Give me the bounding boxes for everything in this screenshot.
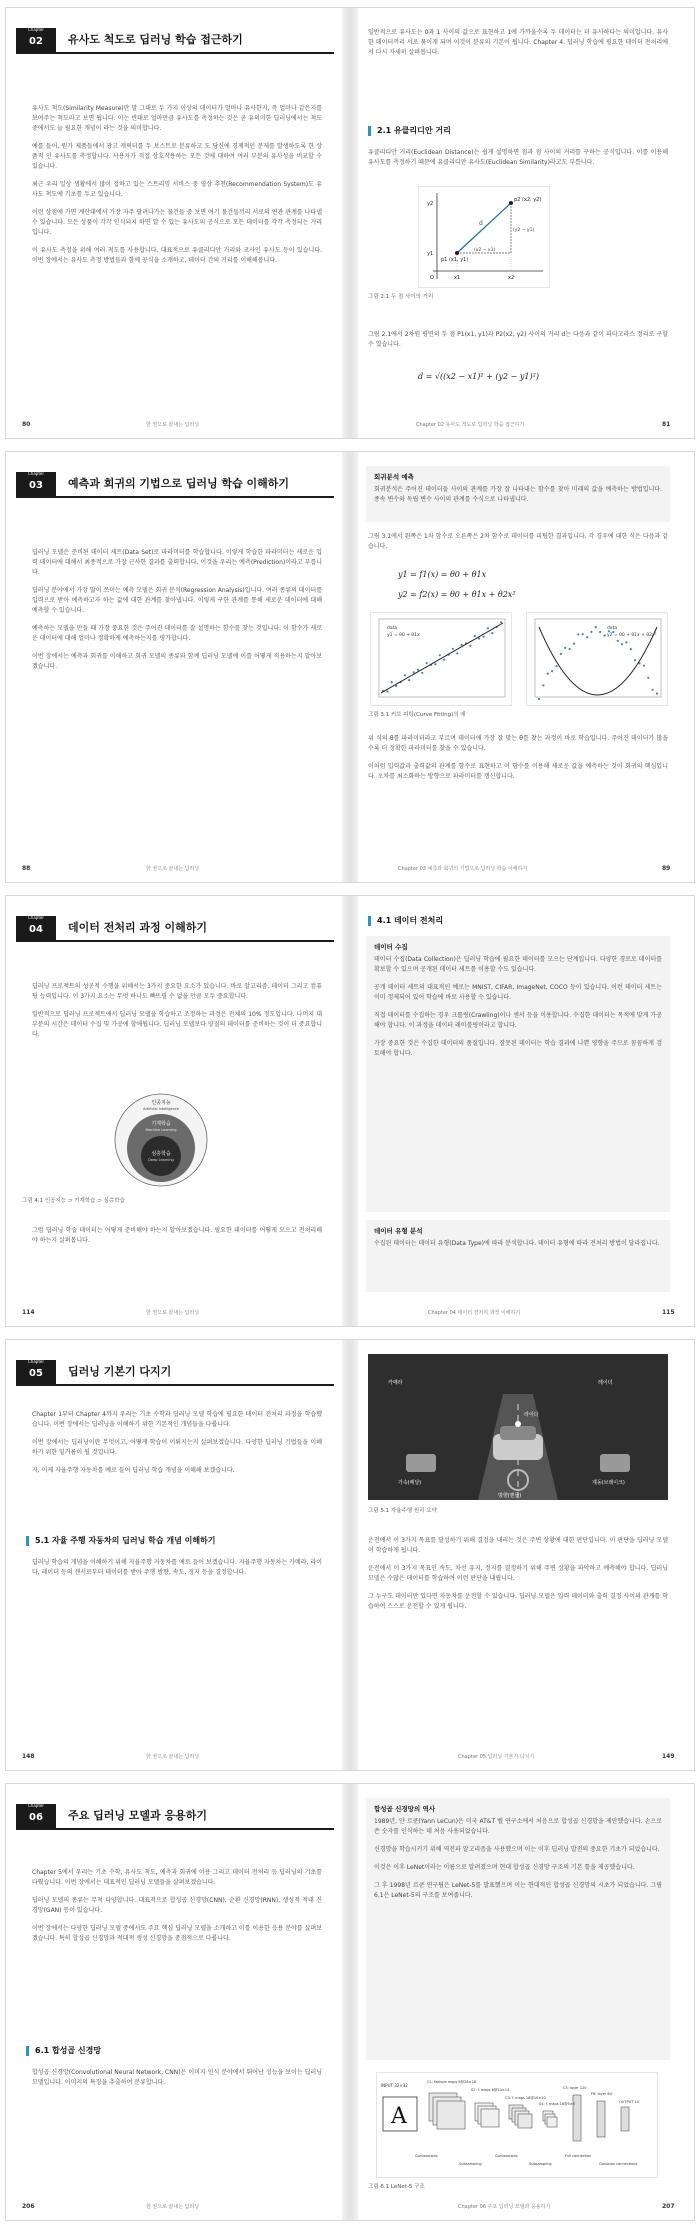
autonomous-car-figure: [368, 1354, 668, 1500]
chapter-title: 딥러닝 기본기 다지기: [68, 1365, 172, 1378]
distance-line: [457, 203, 511, 253]
paragraph: 딥러닝 모델의 종류는 무척 다양합니다. 대표적으로 합성곱 신경망(CNN), 순환 신경망(RNN), 생성적 적대 신경망(GAN) 등이 있습니다.: [32, 1897, 322, 1914]
page-spread-3: [6, 896, 694, 1326]
box-subheading: 데이터 유형 분석: [374, 1227, 423, 1235]
running-footer: Chapter 03 예측과 회귀의 기법으로 딥러닝 학습 이해하기: [398, 866, 528, 872]
paragraph: 운전에서 이 3가지 목표를 달성하기 위해 결정을 내리는 것은 주변 상황에 대한 판단입니다. 이 판단을 딥러닝 모델이 학습하게 됩니다.: [368, 1537, 668, 1554]
box-text: [374, 955, 662, 1059]
c3-layer: [509, 2105, 532, 2128]
body-text: [368, 330, 668, 358]
data-point: [461, 644, 463, 646]
s2-label: S2: f. maps 6@14×14: [471, 2088, 510, 2092]
book-gutter: [342, 896, 358, 1326]
right-page: [358, 1340, 694, 1770]
page-spread-2: [6, 452, 694, 882]
paragraph: 자, 이제 자율주행 자동차를 예로 들어 딥러닝 학습 개념을 이해해 보겠습니다.: [32, 1467, 235, 1474]
paragraph: 1989년, 얀 르쿤(Yann LeCun)은 미국 AT&T 벨 연구소에서 처음으로 합성곱 신경망을 제안했습니다. 손으로 쓴 숫자를 인식하는 데 처음 사용되었습니다.: [374, 1818, 662, 1835]
running-footer: 한 권으로 끝내는 딥러닝: [146, 2204, 200, 2210]
section-heading: 5.1 자율 주행 자동차의 딥러닝 학습 개념 이해하기: [26, 1536, 216, 1546]
data-point: [586, 636, 588, 638]
paragraph: 예를 들어, 뭔가 제품들에서 광고 캐릭터를 두 보스트로 분류하고 도 당신에 경제적인 문제를 발생하도록 한 상품적 인 유사도를 측정합니다. 사용자가 직접 상호작용하는 모든 것에 대하여 여러 부분의 유사성을 비교할 수 있습니다.: [32, 143, 322, 170]
paragraph: 그림 2.1에서 2차원 평면의 두 점 P1(x1, y1)과 P2(x2, y2) 사이의 거리 d는 다음과 같이 피타고라스 정리로 구할 수 있습니다.: [368, 331, 668, 348]
chapter-badge: Chapter 02: [16, 28, 56, 52]
chapter-header: [16, 28, 334, 54]
s4-label: S4: f. maps 16@5×5: [539, 2102, 575, 2106]
left-page: [6, 1784, 342, 2220]
paragraph: 일반적으로 딥러닝 프로젝트에서 딥러닝 모델을 학습하고 조정하는 과정은 전체의 10% 정도입니다. 나머지 대부분의 시간은 데이터 수집 및 가공에 할애됩니다. 딥러닝 모델보다 양질의 데이터를 준비하는 것이 더 중요합니다.: [32, 1011, 322, 1038]
data-point: [582, 633, 584, 635]
paragraph: 이번 장에서는 다양한 딥러닝 모델 중에서도 주요 핵심 딥러닝 모델을 소개하고 이를 이용한 응용 분야를 살펴보겠습니다. 특히 합성곱 신경망과 적대적 생성 신경망을 중점적으로 다룹니다.: [32, 1925, 322, 1942]
dx-label: (x2 − x1): [474, 248, 496, 253]
paragraph: 일반적으로 유사도는 0과 1 사이의 값으로 표현하고 1에 가까울수록 두 데이터는 더 유사하다는 의미입니다. 유사한 데이터끼리 서로 묶이게 되며 이것이 분류의 기본이 됩니다. Chapter 4. 딥러닝 학습에 필요한 데이터 전처리에서 다시 자세히 살펴봅니다.: [368, 29, 668, 56]
distance-figure: [418, 186, 550, 288]
car-icon: [493, 1426, 543, 1460]
paragraph: 그 누구도 데이터만 있다면 자동차를 운전할 수 있습니다. 딥러닝 모델은 입력 데이터와 출력 결정 사이의 관계를 학습하여 스스로 운전할 수 있게 됩니다.: [368, 1593, 668, 1610]
point-p1: [455, 251, 459, 255]
sidebar-box: [366, 466, 670, 522]
paragraph: 딥러닝 모델은 준비된 데이터 세트(Data Set)로 파라미터를 학습합니다. 이렇게 학습한 파라미터는 새로운 입력 데이터에 대해서 최종적으로 가장 근사한 결과를 출력합니다. 이것을 우리는 예측(Prediction)이라고 부릅니다.: [32, 549, 322, 576]
data-point: [474, 635, 476, 637]
y2-label: y2: [427, 201, 434, 207]
quadratic-formula: y2 = f2(x) = θ0 + θ1x + θ2x²: [398, 590, 516, 599]
point-p2: [509, 201, 513, 205]
book-gutter: [342, 452, 358, 882]
left-page: [6, 1340, 342, 1770]
section-heading: 2.1 유클리디안 거리: [368, 126, 451, 136]
book-gutter: [342, 1340, 358, 1770]
data-point: [590, 631, 592, 633]
paragraph: 그 후 1998년 르쿤 연구팀은 LeNet-5를 발표했으며 이는 현대적인 합성곱 신경망의 시초가 되었습니다. 그림 6.1은 LeNet-5의 구조를 보여줍니다.: [374, 1882, 662, 1899]
data-point: [595, 626, 597, 628]
data-point: [551, 670, 553, 672]
body-text: [32, 1410, 322, 1484]
data-point: [542, 684, 544, 686]
data-point: [482, 636, 484, 638]
sidebar-box: [366, 936, 670, 1212]
section-heading: 6.1 합성곱 신경망: [26, 2046, 101, 2056]
running-footer: Chapter 05 딥러닝 기본기 다지기: [458, 1754, 535, 1760]
data-point: [434, 663, 436, 665]
paragraph: 공개 데이터 세트의 대표적인 예로는 MNIST, CIFAR, ImageNet, COCO 등이 있습니다. 이런 데이터 세트는 이미 정제되어 있어 학습에 바로 사용할 수 있습니다.: [374, 984, 662, 1001]
dy-label: (y2 − y1): [513, 228, 535, 233]
page-number: 88: [22, 865, 31, 872]
paragraph: 딥러닝 분야에서 가장 많이 쓰이는 예측 모델은 회귀 분석(Regression Analysis)입니다. 여러 종류의 데이터를 입력으로 받아 예측하고자 하는 값에 대한 관계를 찾아냅니다. 이렇게 구한 관계를 통해 새로운 데이터에 대해 예측할 수 있습니다.: [32, 587, 322, 614]
data-point: [564, 647, 566, 649]
body-text: [368, 734, 668, 790]
chapter-badge: Chapter 05: [16, 1360, 56, 1384]
origin-label: O: [430, 275, 434, 281]
data-point: [413, 671, 415, 673]
y1-label: y1: [427, 251, 434, 257]
left-page: [6, 452, 342, 882]
linear-fit-chart: [370, 612, 512, 706]
right-page: [358, 8, 694, 438]
output-label: OUTPUT 10: [619, 2100, 639, 2104]
page-number: 114: [22, 1309, 35, 1316]
lidar-icon: [515, 1421, 521, 1427]
chapter-badge: Chapter 03: [16, 472, 56, 496]
data-point: [426, 662, 428, 664]
data-point: [621, 643, 623, 645]
paragraph: Chapter 5에서 우리는 기초 수학, 유사도 척도, 예측과 회귀에 이용 그리고 데이터 전처리 등 딥러닝의 기초를 다뤘습니다. 이번 장에서는 대표적인 딥러닝 모델들을 살펴보겠습니다.: [32, 1869, 322, 1886]
p1-label: p1 (x1, y1): [441, 257, 469, 263]
data-point: [643, 665, 645, 667]
dl-label-en: Deep Learning: [148, 1158, 174, 1162]
figure-caption: 그림 6.1 LeNet-5 구조: [368, 2184, 425, 2190]
figure-caption: 그림 5.1 자율주행 원리 요약: [368, 1508, 437, 1514]
data-point: [656, 693, 658, 695]
body-text: [32, 104, 322, 274]
running-footer: 한 권으로 끝내는 딥러닝: [146, 422, 200, 428]
data-point: [439, 654, 441, 656]
box-subheading: 데이터 수집: [374, 943, 408, 951]
c5-label: C5: layer 120: [563, 2086, 587, 2090]
data-point: [469, 645, 471, 647]
paragraph: 가장 중요한 것은 수집한 데이터의 품질입니다. 잘못된 데이터는 학습 결과에 나쁜 영향을 주므로 꼼꼼하게 검토해야 합니다.: [374, 1040, 662, 1057]
paragraph: 유사도 척도(Similarity Measure)란 말 그대로 두 가지 이상의 데이터가 얼마나 유사한지, 즉 얼마나 같은지를 보여주는 척도라고 보면 됩니다. 이는 반대로 얼마만큼 유사도를 측정하는 것은 곧 유의미한 딥러닝에서는 척도 중에서도 늘 필요한 개념이 라는 것을 의미합니다.: [32, 105, 322, 132]
section-heading: 4.1 데이터 전처리: [368, 916, 443, 926]
paragraph: 예측하는 모델을 만들 때 가장 중요한 것은 주어진 데이터를 잘 설명하는 함수를 찾는 것입니다. 이 함수가 새로운 데이터에 대해 얼마나 정확하게 예측하는지를 평가합니다.: [32, 625, 322, 642]
body-text: [32, 2068, 322, 2096]
output-layer: [621, 2107, 629, 2131]
op-label: Gaussian connections: [599, 2162, 638, 2166]
paragraph: 데이터 수집(Data Collection)은 딥러닝 학습에 필요한 데이터를 모으는 단계입니다. 다양한 경로로 데이터를 확보할 수 있으며 공개된 데이터 세트를 이용할 수도 있습니다.: [374, 956, 662, 973]
ai-label: 인공지능: [151, 1100, 171, 1106]
data-point: [647, 677, 649, 679]
data-point: [456, 652, 458, 654]
body-text: [32, 1226, 322, 1254]
body-text: [32, 548, 322, 680]
chapter-header: [16, 1360, 334, 1386]
paragraph: 이처럼 입력값과 출력값의 관계를 함수로 표현하고 이 함수를 이용해 새로운 값을 예측하는 것이 회귀의 핵심입니다. 오차를 최소화하는 방향으로 파라미터를 갱신합니다.: [368, 763, 668, 780]
data-point: [617, 640, 619, 642]
chapter-header: [16, 472, 334, 498]
legend-fit: y2 = θ0 + θ1x + θ2x²: [607, 633, 657, 638]
paragraph: 이런 상점에 가면 계산대에서 가장 자주 팔려나가는 물건들 중 보면 여기 물건들끼리 서로의 연관 관계를 나타낼 수 있습니다. 모든 상품이 각각 인식되지 하면 알 수 있는 유사도의 공식으로 모든 데이터를 각각 측정되는 거리입니다.: [32, 209, 322, 236]
data-point: [625, 641, 627, 643]
pedal-label: 가속(페달): [398, 1480, 422, 1486]
page-spread-5: [6, 1784, 694, 2220]
chapter-header: [16, 1804, 334, 1830]
sidebar-box: [366, 1798, 670, 2060]
paragraph: 최근 우리 일상 생활에서 많이 접하고 있는 스트리밍 서비스 중 영상 추천(Recommendation System)도 유사도 척도에 기초를 두고 있습니다.: [32, 181, 322, 198]
brake-label: 제동(브레이크): [592, 1480, 625, 1486]
data-point: [404, 674, 406, 676]
page-number: 149: [662, 1753, 675, 1760]
paragraph: 합성곱 신경망(Convolutional Neural Network, CNN)은 이미지 인식 분야에서 뛰어난 성능을 보이는 딥러닝 모델입니다. 이미지의 특징을 추출하여 분류합니다.: [32, 2069, 322, 2086]
s2-layer: [475, 2103, 499, 2127]
paragraph: 딥러닝 프로젝트의 성공적 수행을 위해서는 3가지 중요한 요소가 있습니다. 바로 알고리즘, 데이터 그리고 컴퓨팅 능력입니다. 이 3가지 요소는 무엇 하나도 빠뜨릴 수 없을 만큼 모두 중요합니다.: [32, 983, 322, 1000]
op-label: Convolutions: [495, 2154, 518, 2158]
right-page: [358, 452, 694, 882]
book-gutter: [342, 8, 358, 438]
data-point: [569, 648, 571, 650]
left-page: [6, 896, 342, 1326]
body-text: [368, 532, 668, 560]
paragraph: Chapter 1부터 Chapter 4까지 우리는 기초 수학과 딥러닝 모델 학습에 필요한 데이터 전처리 과정을 학습했습니다. 이번 장에서는 딥러닝을 이해하기 위한 기본적인 개념들을 다룹니다.: [32, 1411, 322, 1428]
chapter-badge: Chapter 04: [16, 916, 56, 940]
camera-label: 카메라: [388, 1380, 403, 1386]
quadratic-fit-chart: [526, 612, 668, 706]
legend-fit: y1 = θ0 + θ1x: [387, 633, 420, 638]
chapter-badge: Chapter 06: [16, 1804, 56, 1828]
page-number: 81: [662, 421, 671, 428]
box-text: [374, 1817, 662, 1901]
body-text: [368, 148, 668, 176]
box-subheading: 회귀분석 예측: [374, 473, 414, 481]
ai-label-en: Artificial Intelligence: [143, 1107, 179, 1111]
data-point: [652, 689, 654, 691]
c1-label: C1: feature maps 6@28×28: [427, 2080, 476, 2084]
box-text: 수집된 데이터는 데이터 유형(Data Type)에 따라 분석합니다. 데이터 유형에 따라 전처리 방법이 달라집니다.: [374, 1240, 660, 1247]
paragraph: 이 유사도 측정을 위해 여러 척도를 사용합니다. 대표적으로 유클리디안 거리와 코사인 유사도 등이 있습니다. 이번 장에서는 유사도 측정 방법들과 함께 공식을 소개하고, 데이터 간의 거리를 이해해봅니다.: [32, 247, 322, 264]
running-footer: Chapter 06 주요 딥러닝 모델과 응용하기: [458, 2204, 551, 2210]
f6-label: F6: layer 84: [591, 2092, 612, 2096]
data-point: [487, 627, 489, 629]
left-page: [6, 8, 342, 438]
running-footer: 한 권으로 끝내는 딥러닝: [146, 866, 200, 872]
paragraph: 딥러닝 학습의 개념을 이해하기 위해 자율주행 자동차를 예로 들어 보겠습니다. 자율주행 자동차는 카메라, 라이다, 레이더 등의 센서로부터 데이터를 받아 주행 방향, 속도, 정지 등을 결정합니다.: [32, 1559, 322, 1576]
data-point: [555, 665, 557, 667]
running-footer: Chapter 04 데이터 전처리 과정 이해하기: [428, 1310, 521, 1316]
body-text: [368, 28, 668, 66]
paragraph: 신경망을 학습시키기 위해 역전파 알고리즘을 사용했으며 이는 이후 딥러닝 발전의 중요한 기초가 되었습니다.: [374, 1846, 660, 1853]
x1-label: x1: [454, 275, 461, 281]
ml-label-en: Machine Learning: [145, 1128, 177, 1132]
data-point: [443, 659, 445, 661]
op-label: Convolutions: [415, 2154, 438, 2158]
figure-caption: 그림 4.1 인공지능 ⊃ 기계학습 ⊃ 심층학습: [22, 1198, 125, 1204]
paragraph: 직접 데이터를 수집하는 경우 크롤링(Crawling)이나 센서 등을 이용합니다. 수집한 데이터는 목적에 맞게 가공해야 합니다. 이 과정을 데이터 레이블링이라고 합니다.: [374, 1012, 662, 1029]
data-point: [634, 659, 636, 661]
book-gutter: [342, 1784, 358, 2220]
right-page: [358, 896, 694, 1326]
data-point: [630, 648, 632, 650]
right-page: [358, 1784, 694, 2220]
data-point: [604, 634, 606, 636]
paragraph: 유클리디안 거리(Euclidean Distance)는 쉽게 설명하면 점과 점 사이의 거리를 구하는 공식입니다. 이를 이용해 유사도를 측정하기 때문에 유클리디안 유사도(Euclidean Similarity)라고도 부릅니다.: [368, 149, 668, 166]
chapter-title: 주요 딥러닝 모델과 응용하기: [68, 1809, 207, 1822]
body-text: [32, 1558, 322, 1586]
running-footer: 한 권으로 끝내는 딥러닝: [146, 1754, 200, 1760]
data-point: [577, 633, 579, 635]
c1-layer: [429, 2093, 465, 2129]
data-point: [599, 631, 601, 633]
page-number: 207: [662, 2203, 675, 2210]
data-point: [417, 669, 419, 671]
page-spread-4: [6, 1340, 694, 1770]
f6-layer: [597, 2101, 605, 2137]
legend-data: data: [607, 626, 618, 631]
pedal-icon: [406, 1454, 436, 1472]
d-label: d: [479, 220, 483, 227]
data-point: [421, 672, 423, 674]
figure-caption: 그림 2.1 두 점 사이의 거리: [368, 294, 434, 300]
data-point: [391, 681, 393, 683]
box-text: 회귀분석은 주어진 데이터들 사이의 관계를 가장 잘 나타내는 함수를 찾아 미래의 값을 예측하는 방법입니다. 종속 변수와 독립 변수 사이의 관계를 수식으로 나타냅니다.: [374, 486, 662, 503]
page-number: 206: [22, 2203, 35, 2210]
input-glyph: A: [391, 2104, 407, 2129]
page-spread-1: [6, 8, 694, 438]
data-point: [500, 621, 502, 623]
figure-caption: 그림 3.1 커브 피팅(Curve Fitting)의 예: [368, 712, 466, 718]
data-point: [452, 648, 454, 650]
body-text: [368, 1536, 668, 1620]
dl-label: 심층학습: [151, 1151, 171, 1157]
box-subheading: 합성곱 신경망의 역사: [374, 1805, 436, 1813]
body-text: [32, 982, 322, 1048]
data-point: [560, 653, 562, 655]
lenet5-diagram: [376, 2072, 658, 2178]
paragraph: 위 식의 θ를 파라미터라고 부르며 데이터에 가장 잘 맞는 θ를 찾는 과정이 바로 학습입니다. 주어진 데이터가 많을수록 더 정확한 파라미터를 찾을 수 있습니다.: [368, 735, 668, 752]
input-label: INPUT 32×32: [381, 2083, 408, 2088]
steering-label: 방향(핸들): [498, 1493, 522, 1499]
radar-label: 레이더: [598, 1380, 613, 1386]
op-label: Full connection: [565, 2154, 592, 2158]
running-footer: Chapter 02 유사도 척도로 딥러닝 학습 접근하기: [416, 422, 525, 428]
sidebar-box: [366, 1220, 670, 1292]
s4-layer: [543, 2111, 557, 2127]
chapter-title: 예측과 회귀의 기법으로 딥러닝 학습 이해하기: [68, 477, 290, 490]
op-label: Subsampling: [529, 2162, 552, 2166]
op-label: Subsampling: [459, 2162, 482, 2166]
lidar-label: 라이다: [524, 1412, 539, 1418]
data-point: [538, 698, 540, 700]
data-point: [386, 690, 388, 692]
chapter-title: 유사도 척도로 딥러닝 학습 접근하기: [68, 33, 243, 46]
p2-label: p2 (x2, y2): [514, 197, 542, 203]
linear-formula: y1 = f1(x) = θ0 + θ1x: [398, 570, 487, 579]
page-number: 80: [22, 421, 31, 428]
paragraph: 운전에서 이 3가지 목표인 속도, 차선 유지, 정지를 결정하기 위해 주변 상황을 파악하고 예측해야 합니다. 딥러닝 모델은 수많은 데이터를 학습하여 이런 판단을 내립니다.: [368, 1565, 668, 1582]
page-number: 89: [662, 865, 671, 872]
paragraph: 이것은 이후 LeNet이라는 이름으로 알려졌으며 현대 합성곱 신경망 구조의 기본 틀을 제공했습니다.: [374, 1864, 635, 1871]
c3-label: C3: f. maps 16@10×10: [505, 2096, 546, 2100]
ai-venn-diagram: [96, 1092, 226, 1188]
chapter-title: 데이터 전처리 과정 이해하기: [68, 921, 207, 934]
data-point: [491, 632, 493, 634]
legend-data: data: [387, 626, 398, 631]
x2-label: x2: [508, 275, 515, 281]
page-number: 148: [22, 1753, 35, 1760]
paragraph: 그럼 딥러닝 학습 데이터는 어떻게 준비해야 하는지 알아보겠습니다. 필요한 데이터를 어떻게 모으고 전처리해야 하는지 살펴봅니다.: [32, 1227, 322, 1244]
euclidean-formula: d = √((x2 − x1)² + (y2 − y1)²): [418, 372, 539, 381]
chapter-header: [16, 916, 334, 942]
body-text: [32, 1868, 322, 1952]
paragraph: 이번 장에서는 예측과 회귀를 이해하고 회귀 모델의 종류와 함께 딥러닝 모델에 이를 어떻게 적용하는지 알아보겠습니다.: [32, 653, 322, 670]
data-point: [408, 679, 410, 681]
paragraph: 그림 3.1에서 왼쪽은 1차 함수로 오른쪽은 2차 함수로 데이터를 피팅한 결과입니다. 각 경우에 대한 식은 다음과 같습니다.: [368, 533, 668, 550]
running-footer: 한 권으로 끝내는 딥러닝: [146, 1310, 200, 1316]
data-point: [573, 643, 575, 645]
paragraph: 이번 장에서는 딥러닝이란 무엇이고, 어떻게 학습이 이뤄지는지 살펴보겠습니다. 다양한 딥러닝 기법들을 이해하기 위한 밑거름이 될 것입니다.: [32, 1439, 322, 1456]
data-point: [547, 673, 549, 675]
ml-label: 기계학습: [151, 1121, 171, 1127]
page-number: 115: [662, 1309, 675, 1316]
brake-icon: [600, 1454, 630, 1472]
